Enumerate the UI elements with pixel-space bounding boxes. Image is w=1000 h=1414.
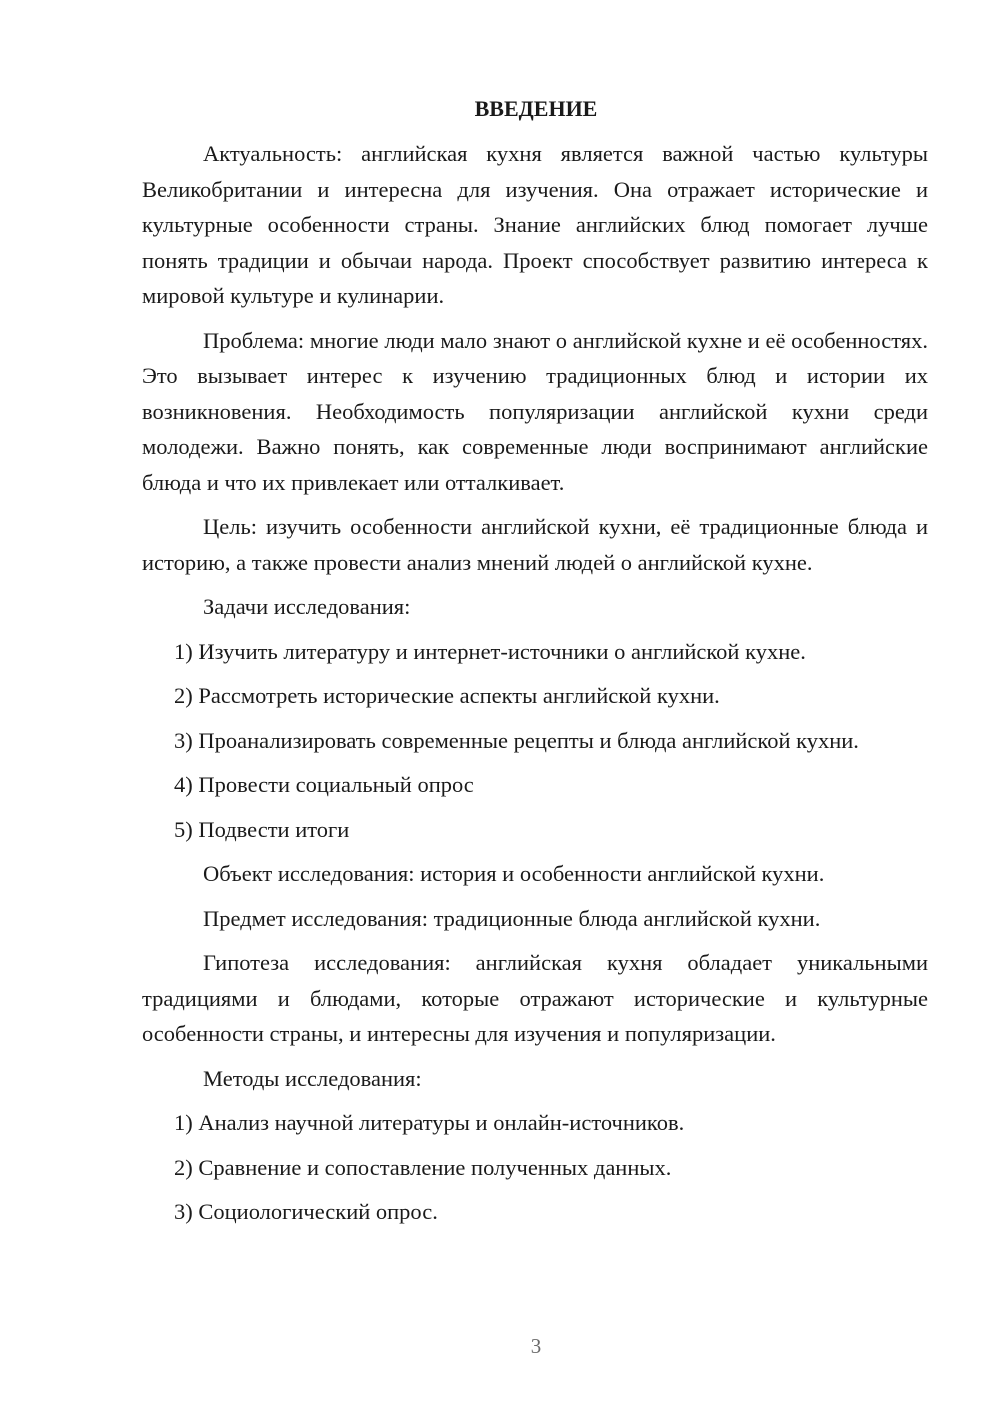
methods-heading: Методы исследования: [203,1065,422,1091]
document-page [142,92,928,1239]
task-item-4: 4) Провести социальный опрос [174,772,474,797]
method-item-2: 2) Сравнение и сопоставление полученных данных. [174,1154,672,1180]
page-title: ВВЕДЕНИЕ [474,96,598,121]
hypothesis-paragraph: Гипотеза исследования: английская кухня обладает уникальными традициями и блюдами, которые отражают исторические и культурные особенности страны, и интересны для изучения и популяризации. [142,950,928,1046]
task-item-3: 3) Проанализировать современные рецепты и блюда английской кухни. [174,727,859,753]
goal-paragraph: Цель: изучить особенности английской кухни, её традиционные блюда и историю, а также провести анализ мнений людей о английской кухне. [142,514,928,575]
object-paragraph: Объект исследования: история и особенности английской кухни. [203,861,825,886]
method-item-1: 1) Анализ научной литературы и онлайн-источников. [174,1110,685,1135]
problem-paragraph: Проблема: многие люди мало знают о английской кухне и её особенностях. Это вызывает интерес к изучению традиционных блюд и истории их возникновения. Необходимость популяризации английской кухни среди молодежи. Важно понять, как современные люди воспринимают английские блюда и что их привлекает или отталкивает. [142,327,928,495]
subject-paragraph: Предмет исследования: традиционные блюда английской кухни. [203,905,821,931]
page-number: 3 [530,1334,542,1358]
method-item-3: 3) Социологический опрос. [174,1199,438,1224]
relevance-paragraph: Актуальность: английская кухня является важной частью культуры Великобритании и интересна для изучения. Она отражает исторические и культурные особенности страны. Знание английских блюд помогает лучше понять традиции и обычаи народа. Проект способствует развитию интереса к мировой культуре и кулинарии. [142,141,928,308]
task-item-2: 2) Рассмотреть исторические аспекты английской кухни. [174,683,720,708]
task-item-1: 1) Изучить литературу и интернет-источники о английской кухне. [174,638,806,664]
task-item-5: 5) Подвести итоги [174,816,350,842]
tasks-heading: Задачи исследования: [203,594,411,619]
